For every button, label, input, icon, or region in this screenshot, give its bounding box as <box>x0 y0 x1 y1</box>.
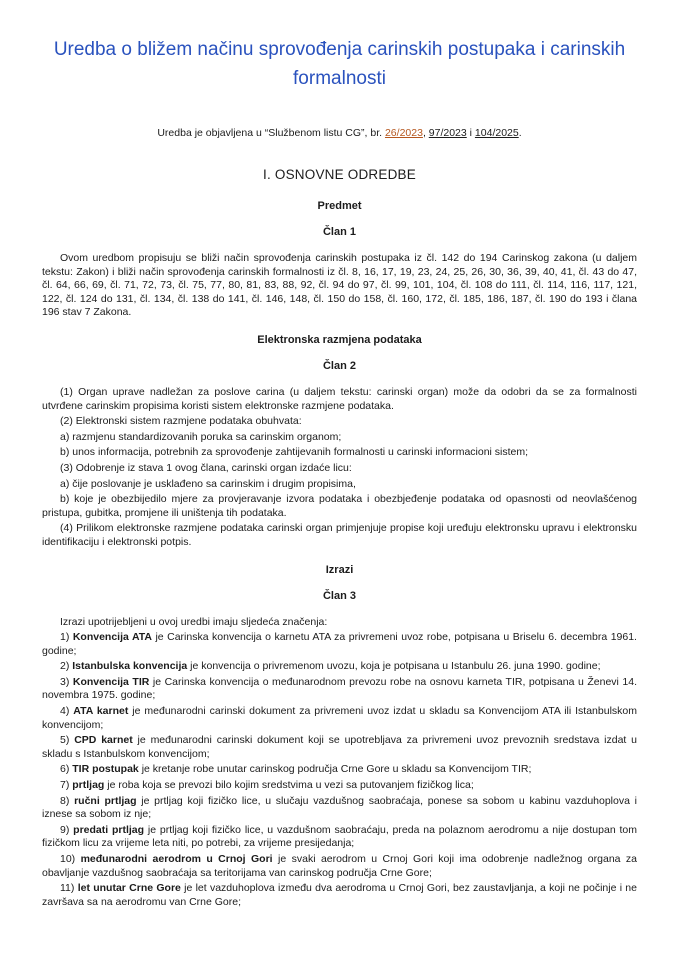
definition-number: 8) <box>60 794 75 807</box>
definition-text: je Carinska konvencija o karnetu ATA za privremeni uvoz robe, potpisana u Briselu 6. decembra 1961. godine; <box>42 631 637 657</box>
definition-text: je let vazduhoplova između dva aerodroma u Crnoj Gori, bez zaustavljanja, a koji ne počinje i ne završava sa na aerodromu van Crne Gore; <box>42 882 637 908</box>
clan-1-paragraph: Ovom uredbom propisuju se bliži način sprovođenja carinskih postupaka iz čl. 142 do 194 Carinskog zakona (u daljem tekstu: Zakon) i bliži način sprovođenja carinskih formalnosti iz čl. 8, 16, 17, 19, 23, 24, 25, 26, 30, 36, 39, 40, 41, čl. 43 do 47, čl. 64, 66, 69, čl. 71, 72, 73, čl. 75, 77, 80, 81, 83, 88, 92, čl. 94 do 97, čl. 99, 101, 104, čl. 108 do 111, čl. 114, 116, 117, 121, 122, čl. 124 do 131, čl. 134, čl. 138 do 141, čl. 146, 148, čl. 150 do 158, čl. 160, 172, čl. 185, 186, 187, čl. 190 do 193 i člana 196 stav 7 Zakona. <box>42 252 637 319</box>
definition-item-6 <box>42 763 637 777</box>
subheading-elektronska-razmjena: Elektronska razmjena podataka <box>257 333 422 346</box>
definition-term: TIR postupak <box>72 763 139 776</box>
definition-term: predati prtljag <box>73 823 145 836</box>
definition-item-11 <box>42 882 637 909</box>
definition-item-9 <box>42 824 637 851</box>
publication-note-sep2: i <box>466 127 475 139</box>
publication-note-sep1: , <box>422 127 429 139</box>
document-title: Uredba o bližem načinu sprovođenja carinskih postupaka i carinskih formalnosti <box>53 39 626 89</box>
definition-term: ručni prtljag <box>74 794 137 807</box>
definition-item-10 <box>42 853 637 880</box>
definition-text: je kretanje robe unutar carinskog područja Crne Gore u skladu sa Konvencijom TIR; <box>138 763 532 776</box>
definition-number: 11) <box>60 882 78 895</box>
publication-note-suffix: . <box>518 127 522 139</box>
definition-number: 3) <box>60 675 73 688</box>
definition-term: prtljag <box>72 779 105 792</box>
definition-text: je svaki aerodrom u Crnoj Gori koji ima odobrenje nadležnog organa za obavljanje vazdušnog saobraćaja sa teritorijama van carinskog područja Crne Gore; <box>42 853 638 879</box>
clan-2-paragraph-2a: a) razmjenu standardizovanih poruka sa carinskim organom; <box>60 430 342 443</box>
definition-term: Istanbulska konvencija <box>72 660 188 673</box>
definition-term: ATA karnet <box>73 705 129 718</box>
gazette-link-104-2025[interactable]: 104/2025 <box>474 127 519 139</box>
definition-number: 7) <box>60 779 73 792</box>
definition-text: je prtljag koji fizičko lice, u vazdušnom saobraćaju, preda na polaznom aerodromu a nije dostupan tom fizičkom licu za vrijeme leta niti, po potrebi, za vrijeme presijedanja; <box>42 823 637 850</box>
definition-item-8 <box>42 795 637 822</box>
article-heading-clan-1: Član 1 <box>322 226 356 238</box>
definition-text: je međunarodni carinski dokument za privremeni uvoz izdat u skladu sa Konvencijom ATA ili Istanbulskom konvencijom; <box>42 705 637 731</box>
publication-note <box>42 127 637 139</box>
definition-term: Konvencija TIR <box>72 675 150 688</box>
clan-2-paragraph-3a: a) čije poslovanje je usklađeno sa carinskim i drugim propisima, <box>60 477 356 490</box>
clan-2-paragraph-3: (3) Odobrenje iz stava 1 ovog člana, carinski organ izdaće licu: <box>60 461 352 474</box>
definition-item-5 <box>42 734 637 761</box>
definition-text: je roba koja se prevozi bilo kojim sredstvima u vezi sa putovanjem fizičkog lica; <box>104 779 474 792</box>
gazette-link-26-2023[interactable]: 26/2023 <box>384 127 423 139</box>
definition-term: CPD karnet <box>74 734 133 747</box>
definition-text: je konvencija o privremenom uvozu, koja je potpisana u Istanbulu 26. juna 1990. godine; <box>187 660 601 673</box>
clan-2-paragraph-2b: b) unos informacija, potrebnih za sprovođenje zahtijevanih formalnosti u carinski informacioni sistem; <box>60 446 529 459</box>
definition-term: Konvencija ATA <box>72 631 152 644</box>
definition-number: 1) <box>60 631 73 644</box>
article-heading-clan-3: Član 3 <box>322 589 356 602</box>
definition-item-2 <box>42 660 637 674</box>
definition-text: je međunarodni carinski dokument koji se upotrebljava za privremeni uvoz prevoznih sredstava izdat u skladu s Istanbulskom konvencijom; <box>42 734 637 760</box>
definition-term: međunarodni aerodrom u Crnoj Gori <box>80 853 273 865</box>
definition-number: 5) <box>60 734 75 747</box>
publication-note-prefix: Uredba je objavljena u “Službenom listu CG”, br. <box>157 127 385 139</box>
subheading-predmet: Predmet <box>317 200 362 212</box>
clan-2-paragraph-4: (4) Prilikom elektronske razmjene podataka carinski organ primjenjuje propise koji uređuju elektronsku upravu i elektronsku identifikaciju i elektronski potpis. <box>42 522 637 548</box>
definition-item-1 <box>42 631 637 658</box>
definition-term: let unutar Crne Gore <box>77 882 181 895</box>
section-heading-osnovne-odredbe: I. OSNOVNE ODREDBE <box>263 167 416 182</box>
definition-item-4 <box>42 705 637 732</box>
article-heading-clan-2: Član 2 <box>322 359 356 372</box>
clan-3-intro: Izrazi upotrijebljeni u ovoj uredbi imaju sljedeća značenja: <box>60 615 328 628</box>
definition-number: 4) <box>60 705 74 718</box>
definition-item-3 <box>42 676 637 703</box>
clan-2-paragraph-3b: b) koje je obezbijedilo mjere za provjeravanje izvora podataka i obezbjeđenje podataka od opasnosti od neovlašćenog pristupa, gubitka, promjene ili uništenja tih podataka. <box>42 493 637 519</box>
definition-item-7 <box>42 779 637 793</box>
definition-number: 9) <box>60 823 74 836</box>
definition-number: 2) <box>60 660 73 673</box>
clan-2-paragraph-1: (1) Organ uprave nadležan za poslove carina (u daljem tekstu: carinski organ) može da odobri da se za formalnosti utvrđene carinskim propisima koristi sistem elektronske razmjene podataka. <box>42 385 637 412</box>
definition-text: je prtljag koji fizičko lice, u slučaju vazdušnog saobraćaja, ponese sa sobom u kabinu vazduhoplova i iznese sa sobom iz nje; <box>42 794 637 821</box>
definition-number: 6) <box>60 763 73 776</box>
subheading-izrazi: Izrazi <box>325 563 354 576</box>
definition-text: je Carinska konvencija o međunarodnom prevozu robe na osnovu karneta TIR, potpisana u Ženevi 14. novembra 1975. godine; <box>42 675 637 702</box>
definition-number: 10) <box>60 853 81 865</box>
clan-2-paragraph-2: (2) Elektronski sistem razmjene podataka obuhvata: <box>60 415 302 428</box>
gazette-link-97-2023[interactable]: 97/2023 <box>428 127 467 139</box>
